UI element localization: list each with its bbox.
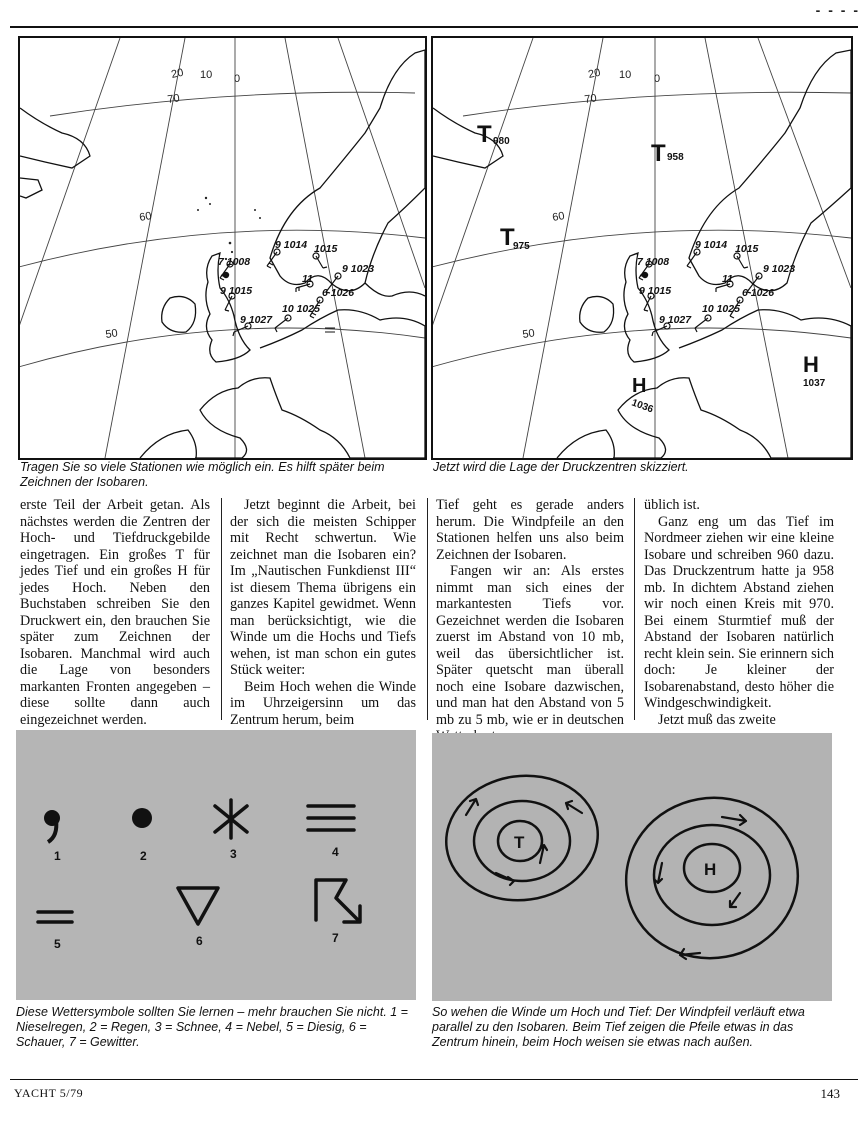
grid-label-70: 70 bbox=[583, 92, 598, 106]
europe-coast bbox=[195, 310, 425, 458]
pressure-centers-map-right bbox=[431, 36, 853, 460]
grid-label-60: 60 bbox=[551, 210, 566, 224]
footer-issue: YACHT 5/79 bbox=[14, 1086, 84, 1100]
symbol-number: 5 bbox=[54, 937, 61, 951]
low-center-letter: T bbox=[500, 224, 515, 251]
station-label: 9 1027 bbox=[659, 314, 692, 326]
text-column-2 bbox=[230, 497, 416, 728]
station-label: 6 1026 bbox=[322, 287, 355, 299]
station-label: 7 1008 bbox=[637, 256, 670, 268]
station-map-left bbox=[18, 36, 427, 460]
caption-map-right: Jetzt wird die Lage der Druckzentren skizziert. bbox=[433, 460, 689, 474]
low-center-letter: T bbox=[477, 121, 492, 148]
station-label: 9 1023 bbox=[763, 263, 796, 275]
station-label: 11 bbox=[302, 273, 313, 285]
paragraph: erste Teil der Arbeit getan. Als nächstes werden die Zentren der Hoch- und Tiefdruckgebilde eingetragen. Ein großes T für jedes Tief und ein großes H für jedes Hoch. Neben den Buchstaben schreiben Sie den Druckwert ein, den brauchen Sie später zum Zeichnen der Isobaren. Manchmal wird auch die Lage von besonders markanten Fronten angegeben – diese sollte dann auch eingezeichnet werden. bbox=[20, 497, 210, 728]
grid-label-20: 20 bbox=[587, 66, 602, 81]
caption-winds: So wehen die Winde um Hoch und Tief: Der Windpfeil verläuft etwa parallel zu den Isobaren. Beim Tief zeigen die Pfeile etwas in das Zentrum hinein, beim Hoch weisen sie etwas nach außen. bbox=[432, 1005, 805, 1049]
caption-symbols: Diese Wettersymbole sollten Sie lernen – mehr brauchen Sie nicht. 1 = Nieselregen, 2 = Regen, 3 = Schnee, 4 = Nebel, 5 = Diesig, 6 = Schauer, 7 = Gewitter. bbox=[16, 1005, 408, 1049]
shower-triangle-icon bbox=[178, 888, 218, 924]
corner-mark: - - - - bbox=[815, 2, 860, 18]
iberia-coast bbox=[557, 430, 614, 458]
footer-rule bbox=[10, 1079, 858, 1080]
text-column-4 bbox=[644, 497, 834, 728]
paragraph: Fangen wir an: Als erstes nimmt man sich eines der markantesten Tiefs vor. Gezeichnet werden die Isobaren zuerst im Abstand von 10 mb, weil das übersichtlicher ist. Später quetscht man überall noch eine Isobare dazwischen, und man hat den Abstand von 5 mb zu 5 mb, wie er in deutschen bbox=[436, 563, 624, 728]
paragraph: üblich ist. bbox=[644, 497, 700, 513]
station-label: 9 1014 bbox=[695, 239, 728, 251]
snow-asterisk-icon bbox=[215, 800, 247, 838]
scandinavia-coast bbox=[270, 50, 425, 291]
station-label: 1015 bbox=[735, 243, 759, 255]
station-label: 7 1008 bbox=[218, 256, 251, 268]
rain-dot-icon bbox=[132, 808, 152, 828]
grid-label-0: 0 bbox=[234, 73, 241, 85]
high-center-value: 1036 bbox=[629, 397, 655, 416]
high-center-letter: H bbox=[803, 352, 819, 377]
symbol-number: 7 bbox=[332, 931, 339, 945]
grid-label-50: 50 bbox=[104, 327, 119, 341]
britain-coast bbox=[624, 253, 672, 362]
text-column-1 bbox=[20, 497, 210, 728]
symbol-number: 6 bbox=[196, 934, 203, 948]
station-label: 6 1026 bbox=[742, 287, 775, 299]
ireland-coast bbox=[162, 296, 196, 332]
grid-label-50: 50 bbox=[521, 327, 536, 341]
weather-symbols-photo bbox=[16, 730, 416, 1000]
low-center-value: 975 bbox=[513, 241, 530, 252]
low-center-value: 980 bbox=[493, 136, 510, 147]
britain-coast bbox=[206, 253, 253, 362]
station-label: 1015 bbox=[314, 243, 338, 255]
thunderstorm-arrow-icon bbox=[316, 880, 360, 922]
low-center-value: 958 bbox=[667, 152, 684, 163]
grid-label-0: 0 bbox=[654, 73, 661, 85]
station-label: 9 1027 bbox=[240, 314, 273, 326]
grid-label-60: 60 bbox=[138, 210, 153, 224]
top-rule bbox=[10, 26, 858, 28]
symbol-number: 4 bbox=[332, 845, 339, 859]
paragraph: Ganz eng um das Tief im Nordmeer ziehen wir eine kleine Isobare und schreiben 960 dazu. Das Druckzentrum hatte ja 958 mb. In dichtem Abstand ziehen wir noch einen Kreis mit 970. Bei einem Sturmtief muß der Abstand der Isobaren natürlich recht klein sein. Sie erinnern sich doch: Je kleiner der Isobarenabstand, desto höher die Windgeschwindigkeit. bbox=[644, 513, 834, 711]
wind-circulation-photo bbox=[432, 733, 832, 1001]
paragraph: Beim Hoch wehen die Winde im Uhrzeigersinn um das Zentrum herum, beim bbox=[230, 678, 416, 728]
column-divider bbox=[634, 498, 635, 720]
column-divider bbox=[221, 498, 222, 720]
fog-three-lines-icon bbox=[308, 806, 354, 830]
low-center-letter: T bbox=[514, 833, 525, 852]
column-divider bbox=[427, 498, 428, 720]
greenland-coast bbox=[20, 108, 90, 168]
grid-label-20: 20 bbox=[170, 66, 185, 81]
low-center-letter: T bbox=[651, 140, 666, 167]
symbol-number: 3 bbox=[230, 847, 237, 861]
caption-map-left: Tragen Sie so viele Stationen wie möglich ein. Es hilft später beim Zeichnen der Isobaren. bbox=[20, 460, 385, 489]
text-column-3 bbox=[436, 497, 624, 745]
paragraph: Jetzt beginnt die Arbeit, bei der sich die meisten Schipper mit Recht schwertun. Wie zeichnet man die Isobaren ein? Im „Nautischen Funkdienst III“ ist diesem Thema übrigens ein ganzes Kapitel gewidmet. Wenn man berücksichtigt, wie die Winde um die Hochs und Tiefs wehen, ist man schon ein gutes Stück weiter: bbox=[230, 497, 416, 678]
high-center-letter: H bbox=[704, 860, 717, 879]
station-label: 10 1025 bbox=[282, 303, 320, 315]
high-center-value: 1037 bbox=[803, 378, 826, 389]
grid-label-10: 10 bbox=[619, 69, 632, 81]
iceland-coast bbox=[20, 178, 42, 198]
baltic-coast bbox=[365, 283, 425, 296]
iberia-coast bbox=[140, 430, 196, 458]
ireland-coast bbox=[580, 296, 614, 332]
station-label: 9 1015 bbox=[220, 285, 253, 297]
station-label: 10 1025 bbox=[702, 303, 740, 315]
high-center-letter: H bbox=[632, 375, 647, 397]
haze-two-lines-icon bbox=[38, 912, 72, 922]
symbol-number: 2 bbox=[140, 849, 147, 863]
station-label: 9 1014 bbox=[275, 239, 308, 251]
station-label: 9 1023 bbox=[342, 263, 375, 275]
grid-label-10: 10 bbox=[200, 69, 213, 81]
station-label: 9 1015 bbox=[639, 285, 672, 297]
paragraph: Tief geht es gerade anders herum. Die Windpfeile an den Stationen helfen uns also beim Zeichnen der Isobaren. bbox=[436, 497, 624, 563]
paragraph: Jetzt muß das zweite bbox=[658, 711, 776, 728]
scandinavia-coast bbox=[689, 50, 851, 291]
drizzle-comma-icon bbox=[44, 810, 60, 842]
symbol-number: 1 bbox=[54, 849, 61, 863]
page-number: 143 bbox=[820, 1086, 840, 1101]
grid-label-70: 70 bbox=[166, 92, 181, 106]
station-label: 11 bbox=[722, 273, 733, 285]
